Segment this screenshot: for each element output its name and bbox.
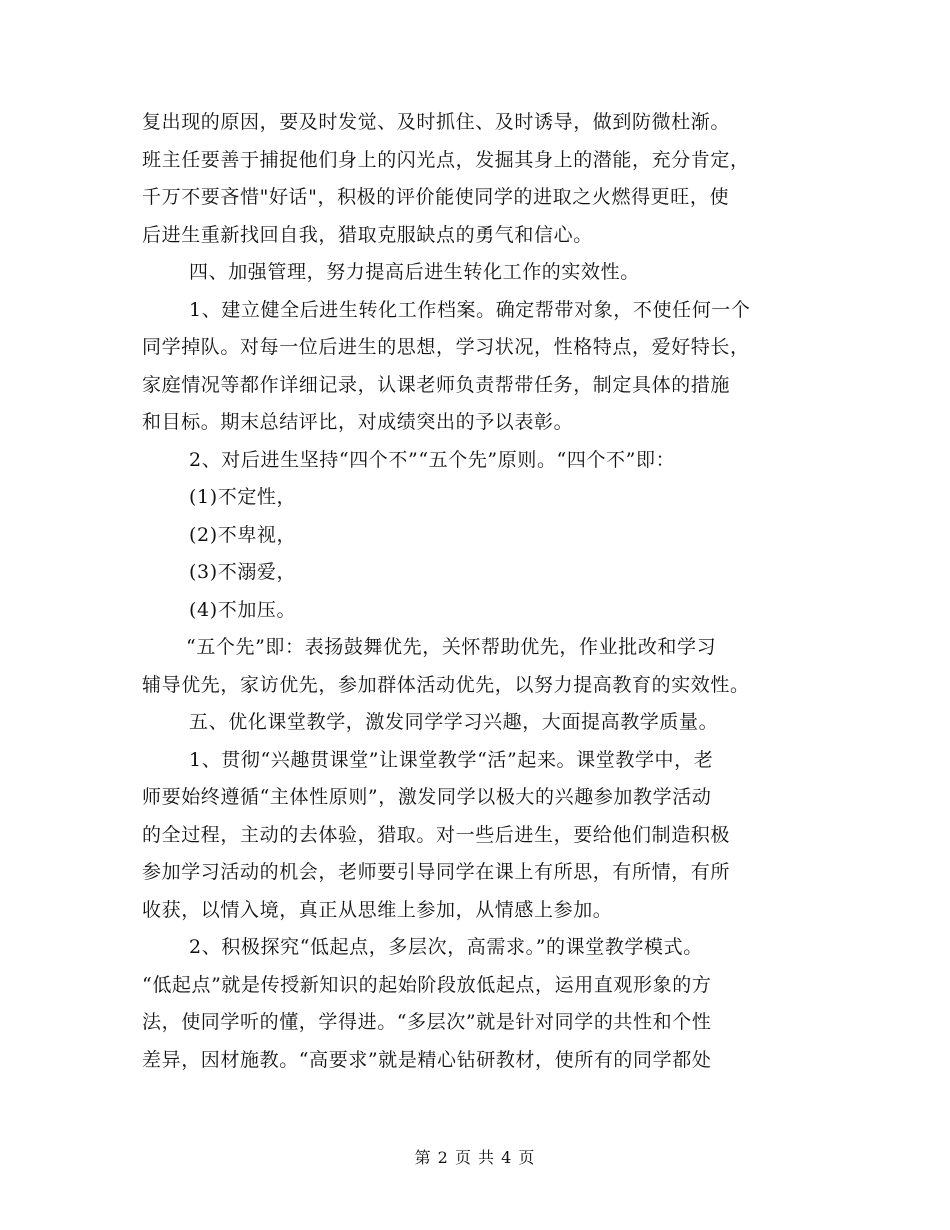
text-line: 的全过程，主动的去体验，猎取。对一些后进生，要给他们制造积极	[142, 823, 731, 846]
text-line: 2、对后进生坚持“四个不”“五个先”原则。“四个不”即：	[189, 448, 676, 471]
text-line: 2、积极探究“低起点，多层次，高需求。”的课堂教学模式。	[189, 936, 703, 958]
text-line: 法，使同学听的懂，学得进。“多层次”就是针对同学的共性和个性	[142, 1011, 712, 1033]
text-line: 后进生重新找回自我，猎取克服缺点的勇气和信心。	[142, 223, 593, 246]
text-line: 收获，以情入境，真正从思维上参加，从情感上参加。	[142, 898, 613, 921]
text-line: 同学掉队。对每一位后进生的思想，学习状况，性格特点，爱好特长，	[142, 336, 750, 358]
text-line: 参加学习活动的机会，老师要引导同学在课上有所思，有所情，有所	[142, 861, 731, 883]
page-number-footer: 第 2 页 共 4 页	[414, 1148, 536, 1167]
body-text	[142, 104, 812, 1079]
list-item: (1)不定性，	[189, 486, 297, 508]
text-line: 1、建立健全后进生转化工作档案。确定帮带对象，不使任何一个	[189, 298, 751, 321]
text-line: 师要始终遵循“主体性原则”，激发同学以极大的兴趣参加教学活动	[142, 786, 712, 808]
list-item: (4)不加压。	[189, 598, 297, 621]
text-line: “五个先”即：表扬鼓舞优先，关怀帮助优先，作业批改和学习	[186, 636, 717, 658]
section-heading: 四、加强管理，努力提高后进生转化工作的实效性。	[189, 261, 640, 283]
text-line: 千万不要吝惜"好话"，积极的评价能使同学的进取之火燃得更旺，使	[142, 186, 730, 208]
list-item: (3)不溺爱，	[189, 561, 297, 583]
list-item: (2)不卑视，	[189, 523, 297, 546]
section-heading: 五、优化课堂教学，激发同学学习兴趣，大面提高教学质量。	[189, 711, 719, 733]
text-line: 1、贯彻“兴趣贯课堂”让课堂教学“活”起来。课堂教学中，老	[189, 748, 714, 771]
text-line: “低起点”就是传授新知识的起始阶段放低起点，运用直观形象的方	[142, 973, 712, 996]
text-line: 班主任要善于捕捉他们身上的闪光点，发掘其身上的潜能，充分肯定，	[142, 148, 750, 171]
text-line: 辅导优先，家访优先，参加群体活动优先，以努力提高教育的实效性。	[142, 673, 750, 696]
text-line: 和目标。期末总结评比，对成绩突出的予以表彰。	[142, 411, 574, 433]
text-line: 复出现的原因，要及时发觉、及时抓住、及时诱导，做到防微杜渐。	[142, 111, 731, 133]
text-line: 家庭情况等都作详细记录，认课老师负责帮带任务，制定具体的措施	[142, 373, 731, 396]
text-line: 差异，因材施教。“高要求”就是精心钻研教材，使所有的同学都处	[142, 1048, 712, 1071]
